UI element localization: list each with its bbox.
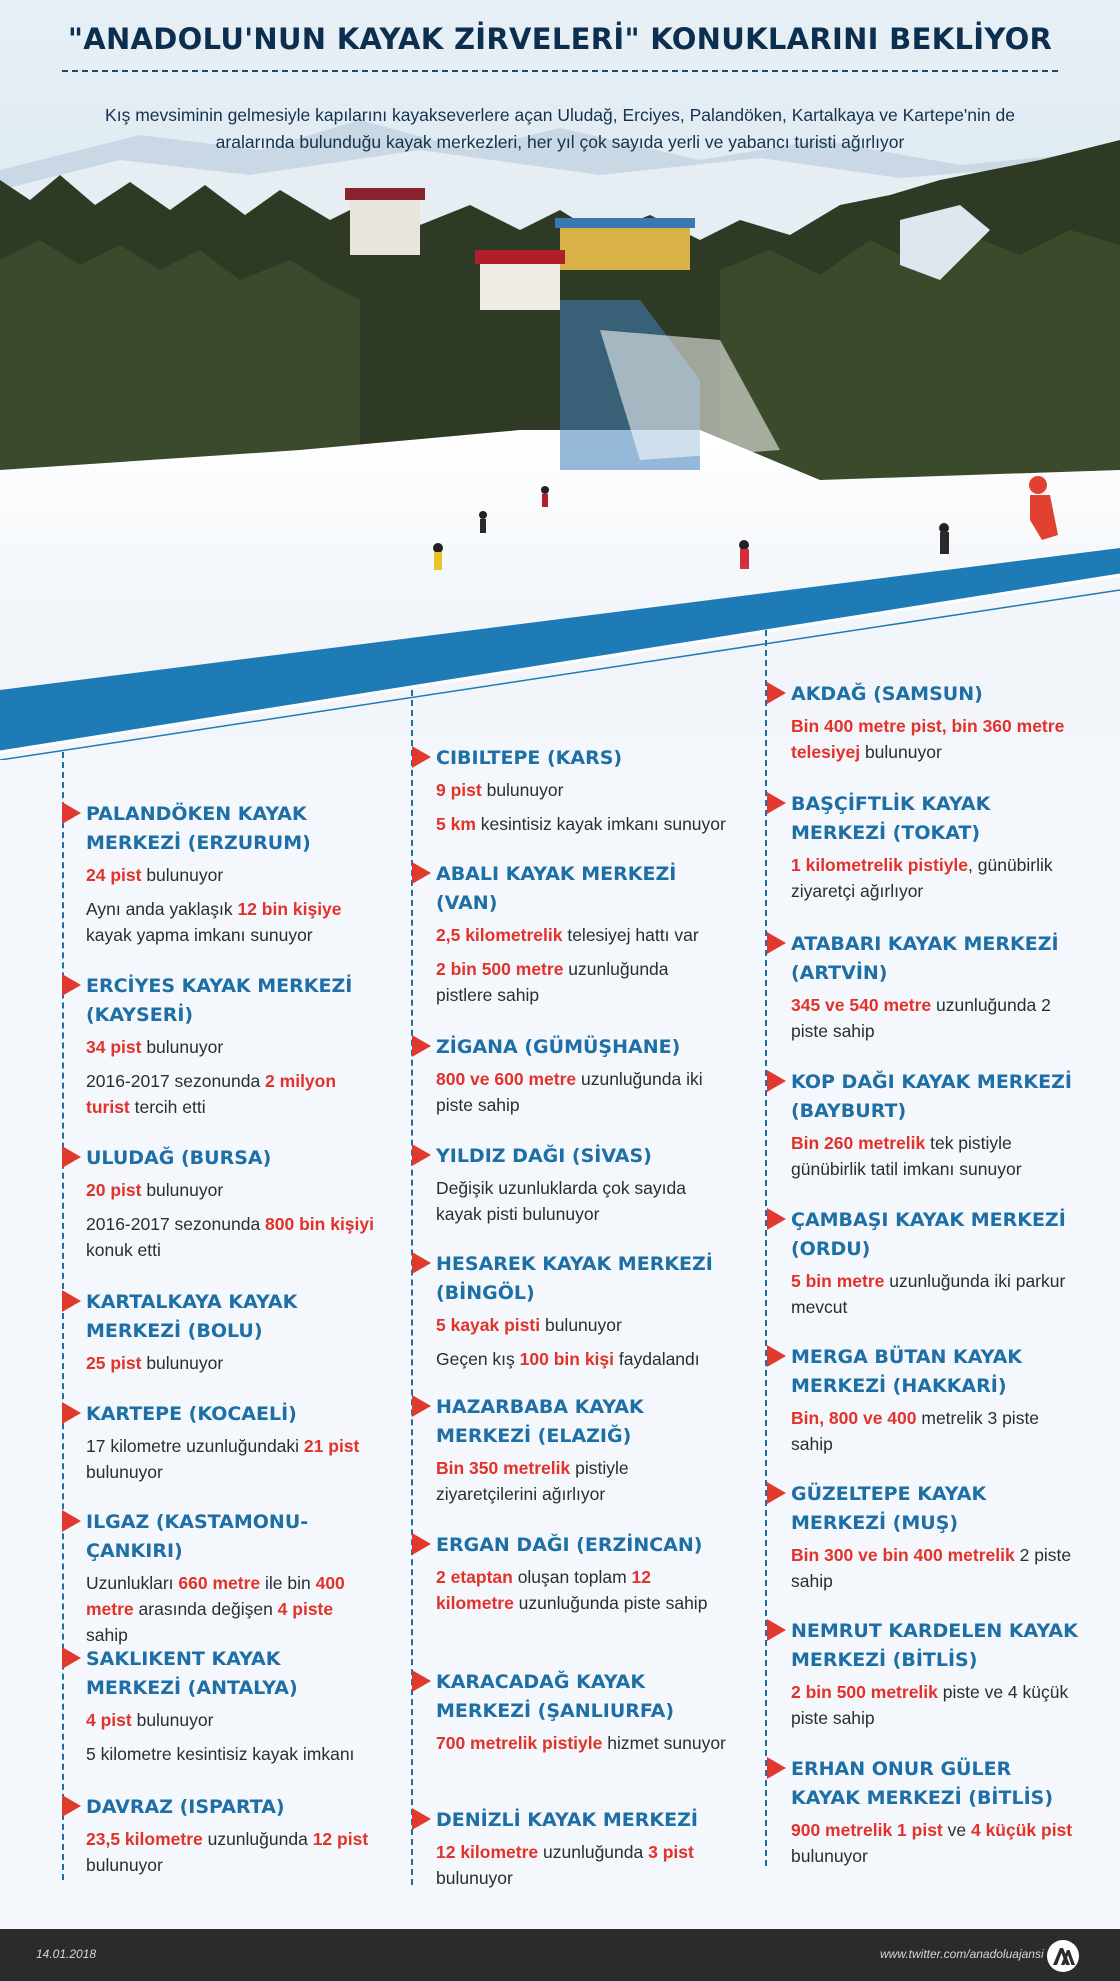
ski-center-name: PALANDÖKEN KAYAK MERKEZİ (ERZURUM) (86, 803, 311, 854)
page-title: "ANADOLU'NUN KAYAK ZİRVELERİ" KONUKLARINI BEKLİYOR (67, 22, 1053, 56)
highlight-value: 5 km (436, 814, 476, 834)
detail-text: uzunluğunda pistlere sahip (436, 959, 669, 1005)
ski-center-name: ÇAMBAŞI KAYAK MERKEZİ (ORDU) (791, 1209, 1066, 1260)
title-divider (62, 70, 1058, 72)
highlight-value: 34 pist (86, 1037, 142, 1057)
ski-center-detail (791, 1679, 1081, 1731)
anadolu-agency-logo-icon (1046, 1939, 1080, 1973)
highlight-value: 5 kayak pisti (436, 1315, 541, 1335)
flag-icon (767, 1482, 786, 1504)
ski-center-detail (86, 862, 376, 888)
detail-text: bulunuyor (141, 1353, 224, 1373)
flag-icon (412, 1035, 431, 1057)
detail-text: bulunuyor (436, 1868, 513, 1888)
highlight-value: 25 pist (86, 1353, 142, 1373)
ski-center-entry (791, 1617, 1081, 1731)
ski-center-detail (86, 1826, 376, 1878)
publish-date: 14.01.2018 (36, 1947, 97, 1961)
flag-icon (412, 1252, 431, 1274)
ski-center-entry (86, 1508, 376, 1648)
twitter-link[interactable]: www.twitter.com/anadoluajansi (880, 1947, 1044, 1961)
ski-center-detail (436, 1346, 726, 1372)
ski-center-detail (791, 1542, 1081, 1594)
detail-text: hizmet sunuyor (602, 1733, 726, 1753)
flag-icon (412, 746, 431, 768)
highlight-value: 900 metrelik 1 pist (791, 1820, 943, 1840)
detail-text: bulunuyor (540, 1315, 622, 1335)
ski-center-name: BAŞÇİFTLİK KAYAK MERKEZİ (TOKAT) (791, 793, 991, 844)
highlight-value: 4 pist (86, 1710, 132, 1730)
column-3-line (765, 630, 767, 1866)
flag-icon (412, 1144, 431, 1166)
flag-icon (412, 862, 431, 884)
highlight-value: Bin 260 metrelik (791, 1133, 926, 1153)
highlight-value: 2 etaptan (436, 1567, 513, 1587)
ski-center-entry (86, 972, 376, 1120)
ski-center-name: CIBILTEPE (KARS) (436, 747, 623, 769)
detail-text: metrelik 3 piste sahip (791, 1408, 1040, 1454)
ski-center-detail (791, 1405, 1081, 1457)
highlight-value: 2 milyon turist (86, 1071, 337, 1117)
highlight-value: 20 pist (86, 1180, 142, 1200)
detail-text: uzunluğunda 2 piste sahip (791, 995, 1051, 1041)
highlight-value: Bin, 800 ve 400 (791, 1408, 917, 1428)
ski-center-entry (791, 1480, 1081, 1594)
detail-text: piste ve 4 küçük piste sahip (791, 1682, 1069, 1728)
flag-icon (62, 1402, 81, 1424)
detail-text: 2016-2017 sezonunda (86, 1214, 266, 1234)
ski-center-entry (436, 860, 726, 1008)
flag-icon (767, 1070, 786, 1092)
ski-center-detail (86, 1350, 376, 1376)
ski-center-detail (791, 1130, 1081, 1182)
highlight-value: 5 bin metre (791, 1271, 885, 1291)
flag-icon (767, 1208, 786, 1230)
flag-icon (767, 792, 786, 814)
detail-text: bulunuyor (86, 1855, 163, 1875)
ski-center-detail (436, 1312, 726, 1338)
flag-icon (767, 932, 786, 954)
ski-center-detail (436, 1839, 726, 1891)
ski-center-detail (436, 777, 726, 803)
ski-center-entry (436, 1668, 726, 1756)
highlight-value: 100 bin kişi (519, 1349, 615, 1369)
detail-text: Geçen kış (436, 1349, 520, 1369)
ski-center-name: HESAREK KAYAK MERKEZİ (BİNGÖL) (436, 1253, 713, 1304)
flag-icon (412, 1808, 431, 1830)
ski-center-entry (86, 1793, 376, 1878)
detail-text: 17 kilometre uzunluğundaki (86, 1436, 304, 1456)
detail-text: sahip (86, 1625, 128, 1645)
ski-center-name: KARACADAĞ KAYAK MERKEZİ (ŞANLIURFA) (436, 1671, 675, 1722)
detail-text: Aynı anda yaklaşık (86, 899, 238, 919)
detail-text: uzunluğunda piste sahip (513, 1593, 708, 1613)
detail-text: ve (942, 1820, 971, 1840)
ski-center-entry (791, 1343, 1081, 1457)
ski-center-entry (791, 1206, 1081, 1320)
detail-text: Değişik uzunluklarda çok sayıda kayak pisti bulunuyor (436, 1178, 686, 1224)
ski-center-detail (86, 1211, 376, 1263)
ski-center-detail (86, 1433, 376, 1485)
detail-text: tek pistiyle günübirlik tatil imkanı sunuyor (791, 1133, 1022, 1179)
ski-center-name: ULUDAĞ (BURSA) (86, 1147, 272, 1169)
ski-center-name: ILGAZ (KASTAMONU-ÇANKIRI) (86, 1511, 309, 1562)
ski-center-entry (436, 1250, 726, 1372)
ski-center-name: GÜZELTEPE KAYAK MERKEZİ (MUŞ) (791, 1483, 987, 1534)
flag-icon (62, 1647, 81, 1669)
detail-text: uzunluğunda iki parkur mevcut (791, 1271, 1066, 1317)
flag-icon (62, 802, 81, 824)
ski-center-entry (436, 744, 726, 837)
ski-center-detail (86, 1068, 376, 1120)
ski-center-detail (86, 1570, 376, 1648)
highlight-value: 700 metrelik pistiyle (436, 1733, 603, 1753)
ski-center-detail (436, 956, 726, 1008)
ski-center-name: NEMRUT KARDELEN KAYAK MERKEZİ (BİTLİS) (791, 1620, 1078, 1671)
ski-center-entry (86, 1144, 376, 1263)
ski-center-detail (436, 1175, 726, 1227)
detail-text: uzunluğunda iki piste sahip (436, 1069, 703, 1115)
ski-center-detail (791, 992, 1081, 1044)
detail-text: 2 piste sahip (791, 1545, 1072, 1591)
ski-center-detail (791, 1817, 1081, 1869)
ski-center-name: KOP DAĞI KAYAK MERKEZİ (BAYBURT) (791, 1071, 1072, 1122)
detail-text: uzunluğunda (538, 1842, 649, 1862)
ski-center-detail (86, 1034, 376, 1060)
detail-text: , günübirlik ziyaretçi ağırlıyor (791, 855, 1053, 901)
detail-text: bulunuyor (86, 1462, 163, 1482)
highlight-value: 12 pist (312, 1829, 369, 1849)
ski-center-name: ERCİYES KAYAK MERKEZİ (KAYSERİ) (86, 975, 353, 1026)
ski-center-name: KARTEPE (KOCAELİ) (86, 1403, 297, 1425)
ski-center-detail (791, 852, 1081, 904)
flag-icon (412, 1533, 431, 1555)
ski-center-entry (791, 930, 1081, 1044)
ski-center-name: MERGA BÜTAN KAYAK MERKEZİ (HAKKARİ) (791, 1346, 1023, 1397)
detail-text: kesintisiz kayak imkanı sunuyor (475, 814, 726, 834)
ski-center-entry (436, 1393, 726, 1507)
highlight-value: 2,5 kilometrelik (436, 925, 563, 945)
detail-text: 2016-2017 sezonunda (86, 1071, 266, 1091)
detail-text: bulunuyor (141, 1037, 224, 1057)
detail-text: 5 kilometre kesintisiz kayak imkanı (86, 1744, 355, 1764)
detail-text: bulunuyor (860, 742, 942, 762)
detail-text: Uzunlukları (86, 1573, 179, 1593)
detail-text: tercih etti (129, 1097, 206, 1117)
ski-center-detail (436, 1455, 726, 1507)
highlight-value: 800 bin kişiyi (265, 1214, 374, 1234)
detail-text: pistiyle ziyaretçilerini ağırlıyor (436, 1458, 629, 1504)
detail-text: konuk etti (86, 1240, 161, 1260)
flag-icon (767, 682, 786, 704)
ski-center-name: KARTALKAYA KAYAK MERKEZİ (BOLU) (86, 1291, 298, 1342)
flag-icon (62, 1795, 81, 1817)
highlight-value: 12 kilometre (436, 1842, 539, 1862)
footer-bar (0, 1929, 1120, 1981)
ski-center-detail (436, 1730, 726, 1756)
ski-center-detail (86, 1707, 376, 1733)
ski-center-name: ERGAN DAĞI (ERZİNCAN) (436, 1534, 703, 1556)
ski-center-name: DAVRAZ (ISPARTA) (86, 1796, 285, 1818)
highlight-value: 345 ve 540 metre (791, 995, 932, 1015)
highlight-value: 12 kilometre (436, 1567, 651, 1613)
highlight-value: Bin 300 ve bin 400 metrelik (791, 1545, 1015, 1565)
detail-text: bulunuyor (141, 1180, 224, 1200)
highlight-value: Bin 400 metre pist, bin 360 metre telesiyej (791, 716, 1065, 762)
highlight-value: 12 bin kişiye (237, 899, 342, 919)
ski-center-detail (86, 1741, 376, 1767)
highlight-value: 800 ve 600 metre (436, 1069, 577, 1089)
detail-text: ile bin (260, 1573, 316, 1593)
ski-center-entry (436, 1531, 726, 1616)
ski-center-detail (86, 1177, 376, 1203)
highlight-value: 400 metre (86, 1573, 345, 1619)
flag-icon (62, 1510, 81, 1532)
ski-center-entry (791, 680, 1081, 765)
flag-icon (62, 1146, 81, 1168)
detail-text: bulunuyor (131, 1710, 214, 1730)
highlight-value: 23,5 kilometre (86, 1829, 203, 1849)
page-subtitle: Kış mevsiminin gelmesiyle kapılarını kayakseverlere açan Uludağ, Erciyes, Palandöken, Kartalkaya ve Kartepe'nin de aralarında bulunduğu kayak merkezleri, her yıl çok sayıda yerli ve yabancı turisti ağırlıyor (105, 104, 1015, 152)
highlight-value: 9 pist (436, 780, 482, 800)
ski-center-name: SAKLIKENT KAYAK MERKEZİ (ANTALYA) (86, 1648, 298, 1699)
highlight-value: 4 piste (277, 1599, 334, 1619)
detail-text: telesiyej hattı var (562, 925, 699, 945)
detail-text: faydalandı (614, 1349, 700, 1369)
highlight-value: 2 bin 500 metre (436, 959, 564, 979)
flag-icon (767, 1757, 786, 1779)
flag-icon (62, 1290, 81, 1312)
detail-text: arasında değişen (133, 1599, 278, 1619)
ski-center-name: ATABARI KAYAK MERKEZİ (ARTVİN) (791, 933, 1059, 984)
ski-center-detail (791, 1268, 1081, 1320)
ski-center-detail (436, 922, 726, 948)
highlight-value: 2 bin 500 metrelik (791, 1682, 938, 1702)
highlight-value: 4 küçük pist (970, 1820, 1073, 1840)
flag-icon (767, 1619, 786, 1641)
ski-center-entry (436, 1142, 726, 1227)
ski-center-entry (86, 800, 376, 948)
ski-center-entry (436, 1806, 726, 1891)
ski-center-entry (791, 1755, 1081, 1869)
highlight-value: 1 kilometrelik pistiyle (791, 855, 969, 875)
ski-center-entry (86, 1400, 376, 1485)
ski-center-detail (436, 811, 726, 837)
flag-icon (767, 1345, 786, 1367)
highlight-value: Bin 350 metrelik (436, 1458, 571, 1478)
ski-center-detail (86, 896, 376, 948)
ski-center-detail (436, 1066, 726, 1118)
ski-center-name: YILDIZ DAĞI (SİVAS) (436, 1145, 652, 1167)
detail-text: bulunuyor (481, 780, 564, 800)
ski-center-entry (86, 1288, 376, 1376)
ski-center-name: AKDAĞ (SAMSUN) (791, 683, 983, 705)
highlight-value: 660 metre (178, 1573, 261, 1593)
flag-icon (62, 974, 81, 996)
ski-center-name: ABALI KAYAK MERKEZİ (VAN) (436, 863, 677, 914)
ski-center-name: ERHAN ONUR GÜLER KAYAK MERKEZİ (BİTLİS) (791, 1758, 1054, 1809)
highlight-value: 3 pist (648, 1842, 694, 1862)
ski-center-name: DENİZLİ KAYAK MERKEZİ (436, 1809, 698, 1831)
ski-center-detail (436, 1564, 726, 1616)
detail-text: uzunluğunda (202, 1829, 313, 1849)
detail-text: oluşan toplam (512, 1567, 632, 1587)
detail-text: bulunuyor (141, 865, 224, 885)
highlight-value: 24 pist (86, 865, 142, 885)
ski-center-entry (791, 1068, 1081, 1182)
ski-center-entry (86, 1645, 376, 1767)
flag-icon (412, 1670, 431, 1692)
detail-text: kayak yapma imkanı sunuyor (86, 925, 313, 945)
ski-center-detail (791, 713, 1081, 765)
ski-center-entry (791, 790, 1081, 904)
ski-center-name: HAZARBABA KAYAK MERKEZİ (ELAZIĞ) (436, 1396, 644, 1447)
flag-icon (412, 1395, 431, 1417)
detail-text: bulunuyor (791, 1846, 868, 1866)
highlight-value: 21 pist (303, 1436, 360, 1456)
column-1-line (62, 752, 64, 1880)
ski-center-name: ZİGANA (GÜMÜŞHANE) (436, 1036, 681, 1058)
ski-center-entry (436, 1033, 726, 1118)
